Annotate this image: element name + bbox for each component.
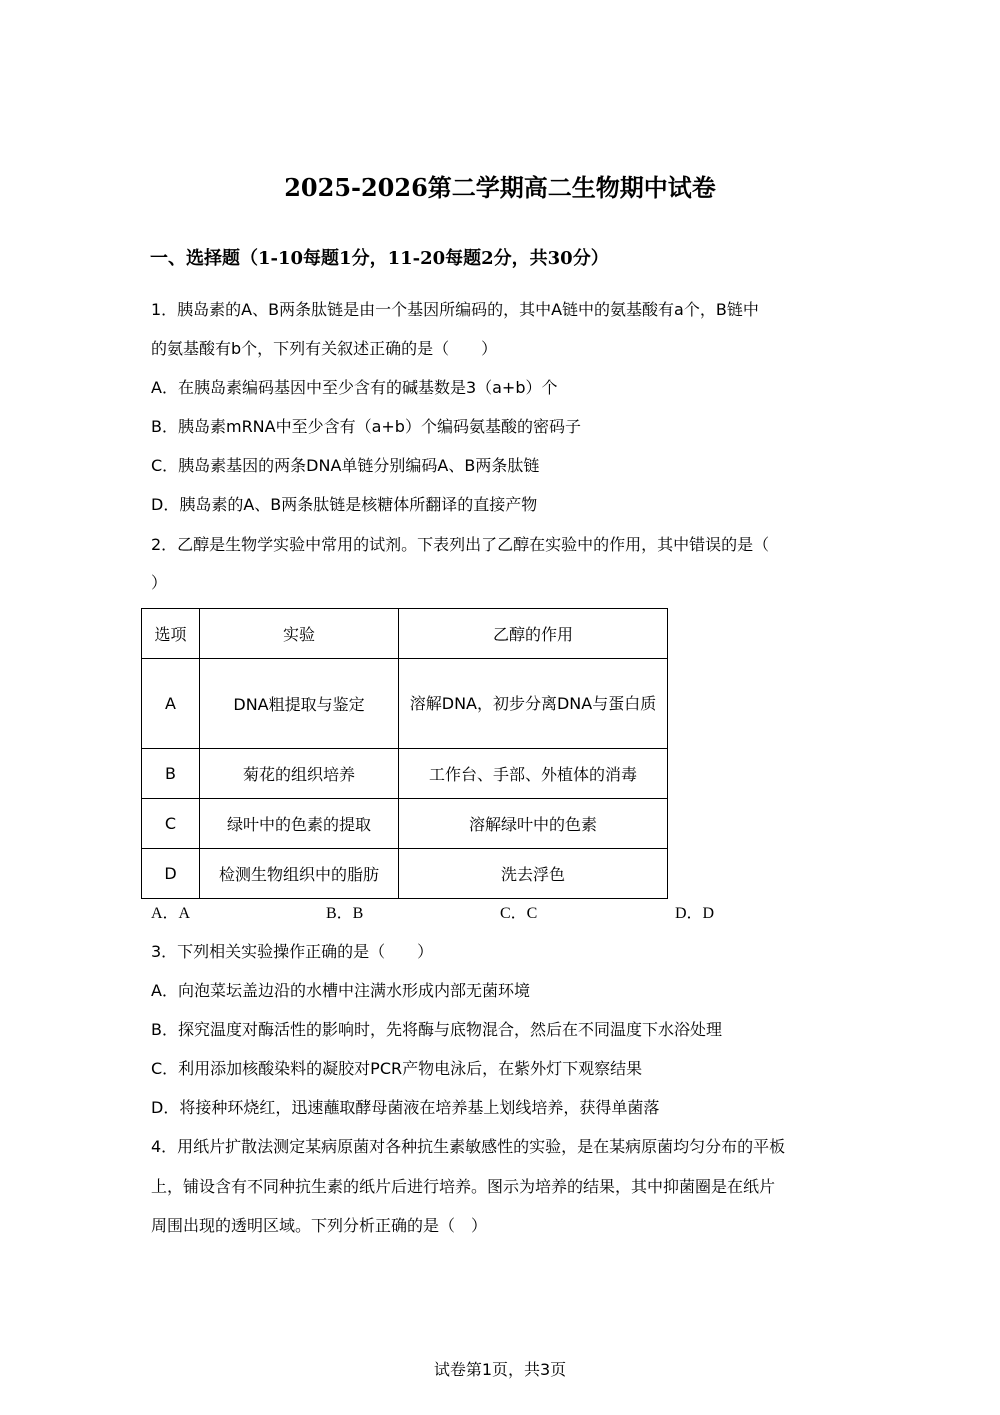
q3-option-c: C．利用添加核酸染料的凝胶对PCR产物电泳后，在紫外灯下观察结果 <box>151 1059 643 1078</box>
table-header-cell: 实验 <box>200 609 399 659</box>
q3-option-b: B．探究温度对酶活性的影响时，先将酶与底物混合，然后在不同温度下水浴处理 <box>151 1020 722 1039</box>
table-header-cell: 乙醇的作用 <box>399 609 668 659</box>
q1-option-d: D．胰岛素的A、B两条肽链是核糖体所翻译的直接产物 <box>151 495 538 514</box>
q2-stem-line2: ） <box>151 573 168 592</box>
table-cell: 绿叶中的色素的提取 <box>200 799 399 849</box>
q2-option-a: A．A <box>151 905 191 922</box>
q1-stem-line1: 1．胰岛素的A、B两条肽链是由一个基因所编码的，其中A链中的氨基酸有a个，B链中 <box>151 300 759 319</box>
section-heading: 一、选择题（1-10每题1分，11-20每题2分，共30分） <box>150 248 609 269</box>
page-footer: 试卷第1页，共3页 <box>433 1360 567 1379</box>
q3-option-d: D．将接种环烧红，迅速蘸取酵母菌液在培养基上划线培养，获得单菌落 <box>151 1098 660 1117</box>
table-row <box>142 749 668 799</box>
table-row <box>142 799 668 849</box>
table-header-row <box>142 609 668 659</box>
table-cell: A <box>142 659 200 749</box>
q2-table <box>141 608 668 899</box>
table-cell: C <box>142 799 200 849</box>
table-cell: 菊花的组织培养 <box>200 749 399 799</box>
q2-option-b: B．B <box>326 905 364 922</box>
table-row <box>142 659 668 749</box>
table-cell: B <box>142 749 200 799</box>
table-cell: 溶解DNA，初步分离DNA与蛋白质 <box>399 659 668 749</box>
q2-option-d: D．D <box>675 905 715 922</box>
q3-stem: 3．下列相关实验操作正确的是（ ） <box>151 942 434 961</box>
q3-option-a: A．向泡菜坛盖边沿的水槽中注满水形成内部无菌环境 <box>151 981 530 1000</box>
q1-option-a: A．在胰岛素编码基因中至少含有的碱基数是3（a+b）个 <box>151 378 558 397</box>
q2-stem-line1: 2．乙醇是生物学实验中常用的试剂。下表列出了乙醇在实验中的作用，其中错误的是（ <box>151 535 770 554</box>
table-cell: 检测生物组织中的脂肪 <box>200 849 399 899</box>
q1-option-b: B．胰岛素mRNA中至少含有（a+b）个编码氨基酸的密码子 <box>151 417 581 436</box>
q4-stem-line2: 上，铺设含有不同种抗生素的纸片后进行培养。图示为培养的结果，其中抑菌圈是在纸片 <box>151 1177 776 1196</box>
q1-stem-line2: 的氨基酸有b个，下列有关叙述正确的是（ ） <box>151 339 498 358</box>
q1-option-c: C．胰岛素基因的两条DNA单链分别编码A、B两条肽链 <box>151 456 540 475</box>
q2-option-c: C．C <box>500 905 538 922</box>
page-title: 2025-2026第二学期高二生物期中试卷 <box>284 173 716 202</box>
q4-stem-line3: 周围出现的透明区域。下列分析正确的是（ ） <box>151 1216 488 1235</box>
table-row <box>142 849 668 899</box>
q4-stem-line1: 4．用纸片扩散法测定某病原菌对各种抗生素敏感性的实验，是在某病原菌均匀分布的平板 <box>151 1137 786 1156</box>
table-cell: 洗去浮色 <box>399 849 668 899</box>
table-cell: D <box>142 849 200 899</box>
table-cell: DNA粗提取与鉴定 <box>200 659 399 749</box>
table-cell: 工作台、手部、外植体的消毒 <box>399 749 668 799</box>
table-cell: 溶解绿叶中的色素 <box>399 799 668 849</box>
table-header-cell: 选项 <box>142 609 200 659</box>
